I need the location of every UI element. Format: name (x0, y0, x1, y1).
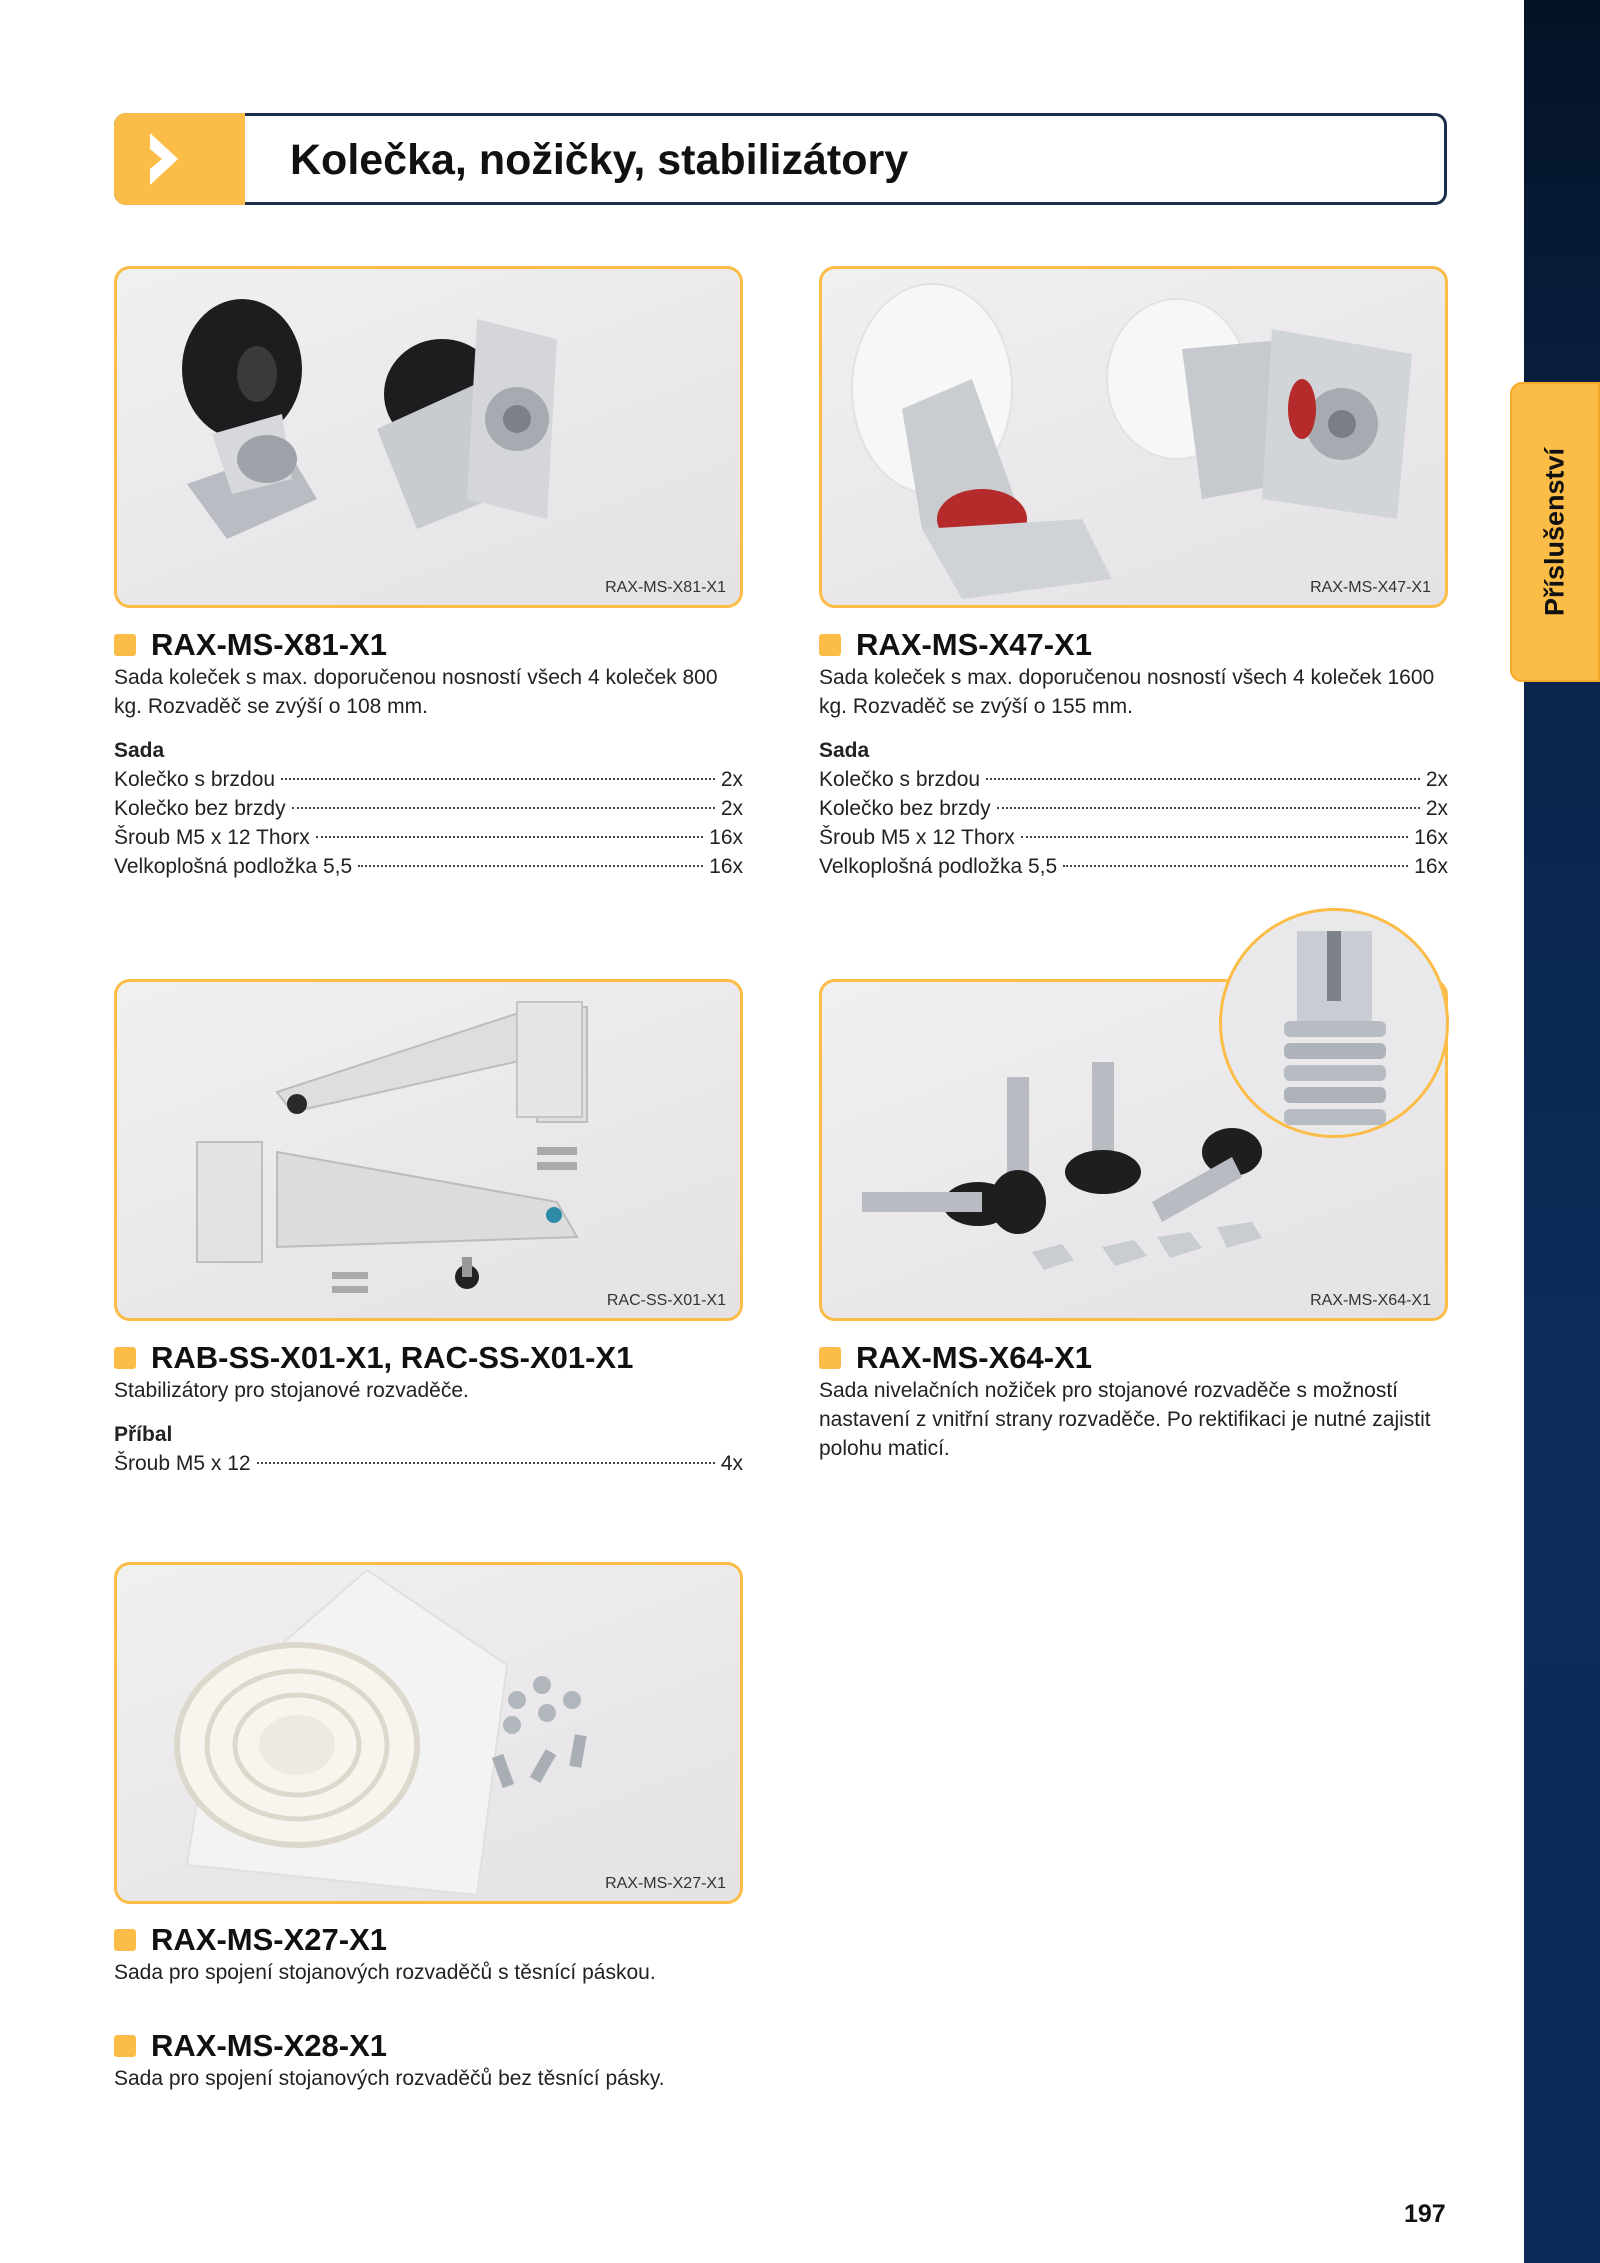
product-description: Sada pro spojení stojanových rozvaděčů s těsnící páskou. (114, 1961, 656, 1984)
sealing-tape-image (117, 1565, 743, 1904)
thread-detail-inset (1219, 908, 1449, 1138)
kit-row: Kolečko bez brzdy 2x (819, 797, 1448, 820)
kit-list (819, 736, 1448, 881)
kit-row: Šroub M5 x 12 Thorx 16x (114, 826, 743, 849)
product-title: RAX-MS-X28-X1 (114, 2028, 387, 2064)
product-title: RAX-MS-X47-X1 (819, 627, 1092, 663)
product-description: Sada koleček s max. doporučenou nosností všech 4 koleček 1600 kg. Rozvaděč se zvýší o 155 mm. (819, 666, 1435, 718)
photo-caption: RAX-MS-X81-X1 (605, 579, 726, 596)
product-description: Sada nivelačních nožiček pro stojanové rozvaděče s možností nastavení z vnitřní strany rozvaděče. Po rektifikaci je nutné zajistit polohu maticí. (819, 1379, 1431, 1460)
photo-caption: RAX-MS-X64-X1 (1310, 1292, 1431, 1309)
product-photo-stabilizers (114, 979, 743, 1321)
photo-caption: RAX-MS-X47-X1 (1310, 579, 1431, 596)
stabilizer-brackets-image (117, 982, 743, 1321)
product-photo-x27 (114, 1562, 743, 1904)
bullet-square (819, 1347, 841, 1369)
product-title: RAX-MS-X27-X1 (114, 1922, 387, 1958)
bullet-square (114, 2035, 136, 2057)
product-description: Sada pro spojení stojanových rozvaděčů bez těsnící pásky. (114, 2067, 665, 2090)
product-title: RAX-MS-X64-X1 (819, 1340, 1092, 1376)
kit-row: Velkoplošná podložka 5,5 16x (114, 855, 743, 878)
kit-row: Šroub M5 x 12 Thorx 16x (819, 826, 1448, 849)
kit-row: Kolečko s brzdou 2x (114, 768, 743, 791)
section-tab[interactable] (1510, 382, 1600, 682)
bullet-square (114, 1929, 136, 1951)
page-number: 197 (1404, 2200, 1446, 2228)
product-title: RAX-MS-X81-X1 (114, 627, 387, 663)
bullet-square (114, 1347, 136, 1369)
page-title: Kolečka, nožičky, stabilizátory (290, 136, 909, 184)
kit-list (114, 1420, 743, 1478)
product-description: Sada koleček s max. doporučenou nosností všech 4 koleček 800 kg. Rozvaděč se zvýší o 108 mm. (114, 666, 718, 718)
bullet-square (114, 634, 136, 656)
kit-row: Velkoplošná podložka 5,5 16x (819, 855, 1448, 878)
caster-wheels-image (822, 269, 1448, 608)
kit-heading: Sada (819, 739, 870, 762)
section-tab-label: Příslušenství (1539, 447, 1570, 617)
photo-caption: RAC-SS-X01-X1 (606, 1292, 726, 1309)
product-description: Stabilizátory pro stojanové rozvaděče. (114, 1379, 469, 1402)
photo-caption: RAX-MS-X27-X1 (605, 1875, 726, 1892)
kit-row: Kolečko s brzdou 2x (819, 768, 1448, 791)
product-photo-x81 (114, 266, 743, 608)
product-title: RAB-SS-X01-X1, RAC-SS-X01-X1 (114, 1340, 633, 1376)
caster-wheels-image (117, 269, 743, 608)
kit-row: Kolečko bez brzdy 2x (114, 797, 743, 820)
kit-row: Šroub M5 x 12 4x (114, 1452, 743, 1475)
product-photo-x47 (819, 266, 1448, 608)
chevron-right-icon (114, 113, 245, 205)
side-band (1524, 0, 1600, 2263)
kit-heading: Příbal (114, 1423, 173, 1446)
bullet-square (819, 634, 841, 656)
kit-heading: Sada (114, 739, 165, 762)
kit-list (114, 736, 743, 881)
